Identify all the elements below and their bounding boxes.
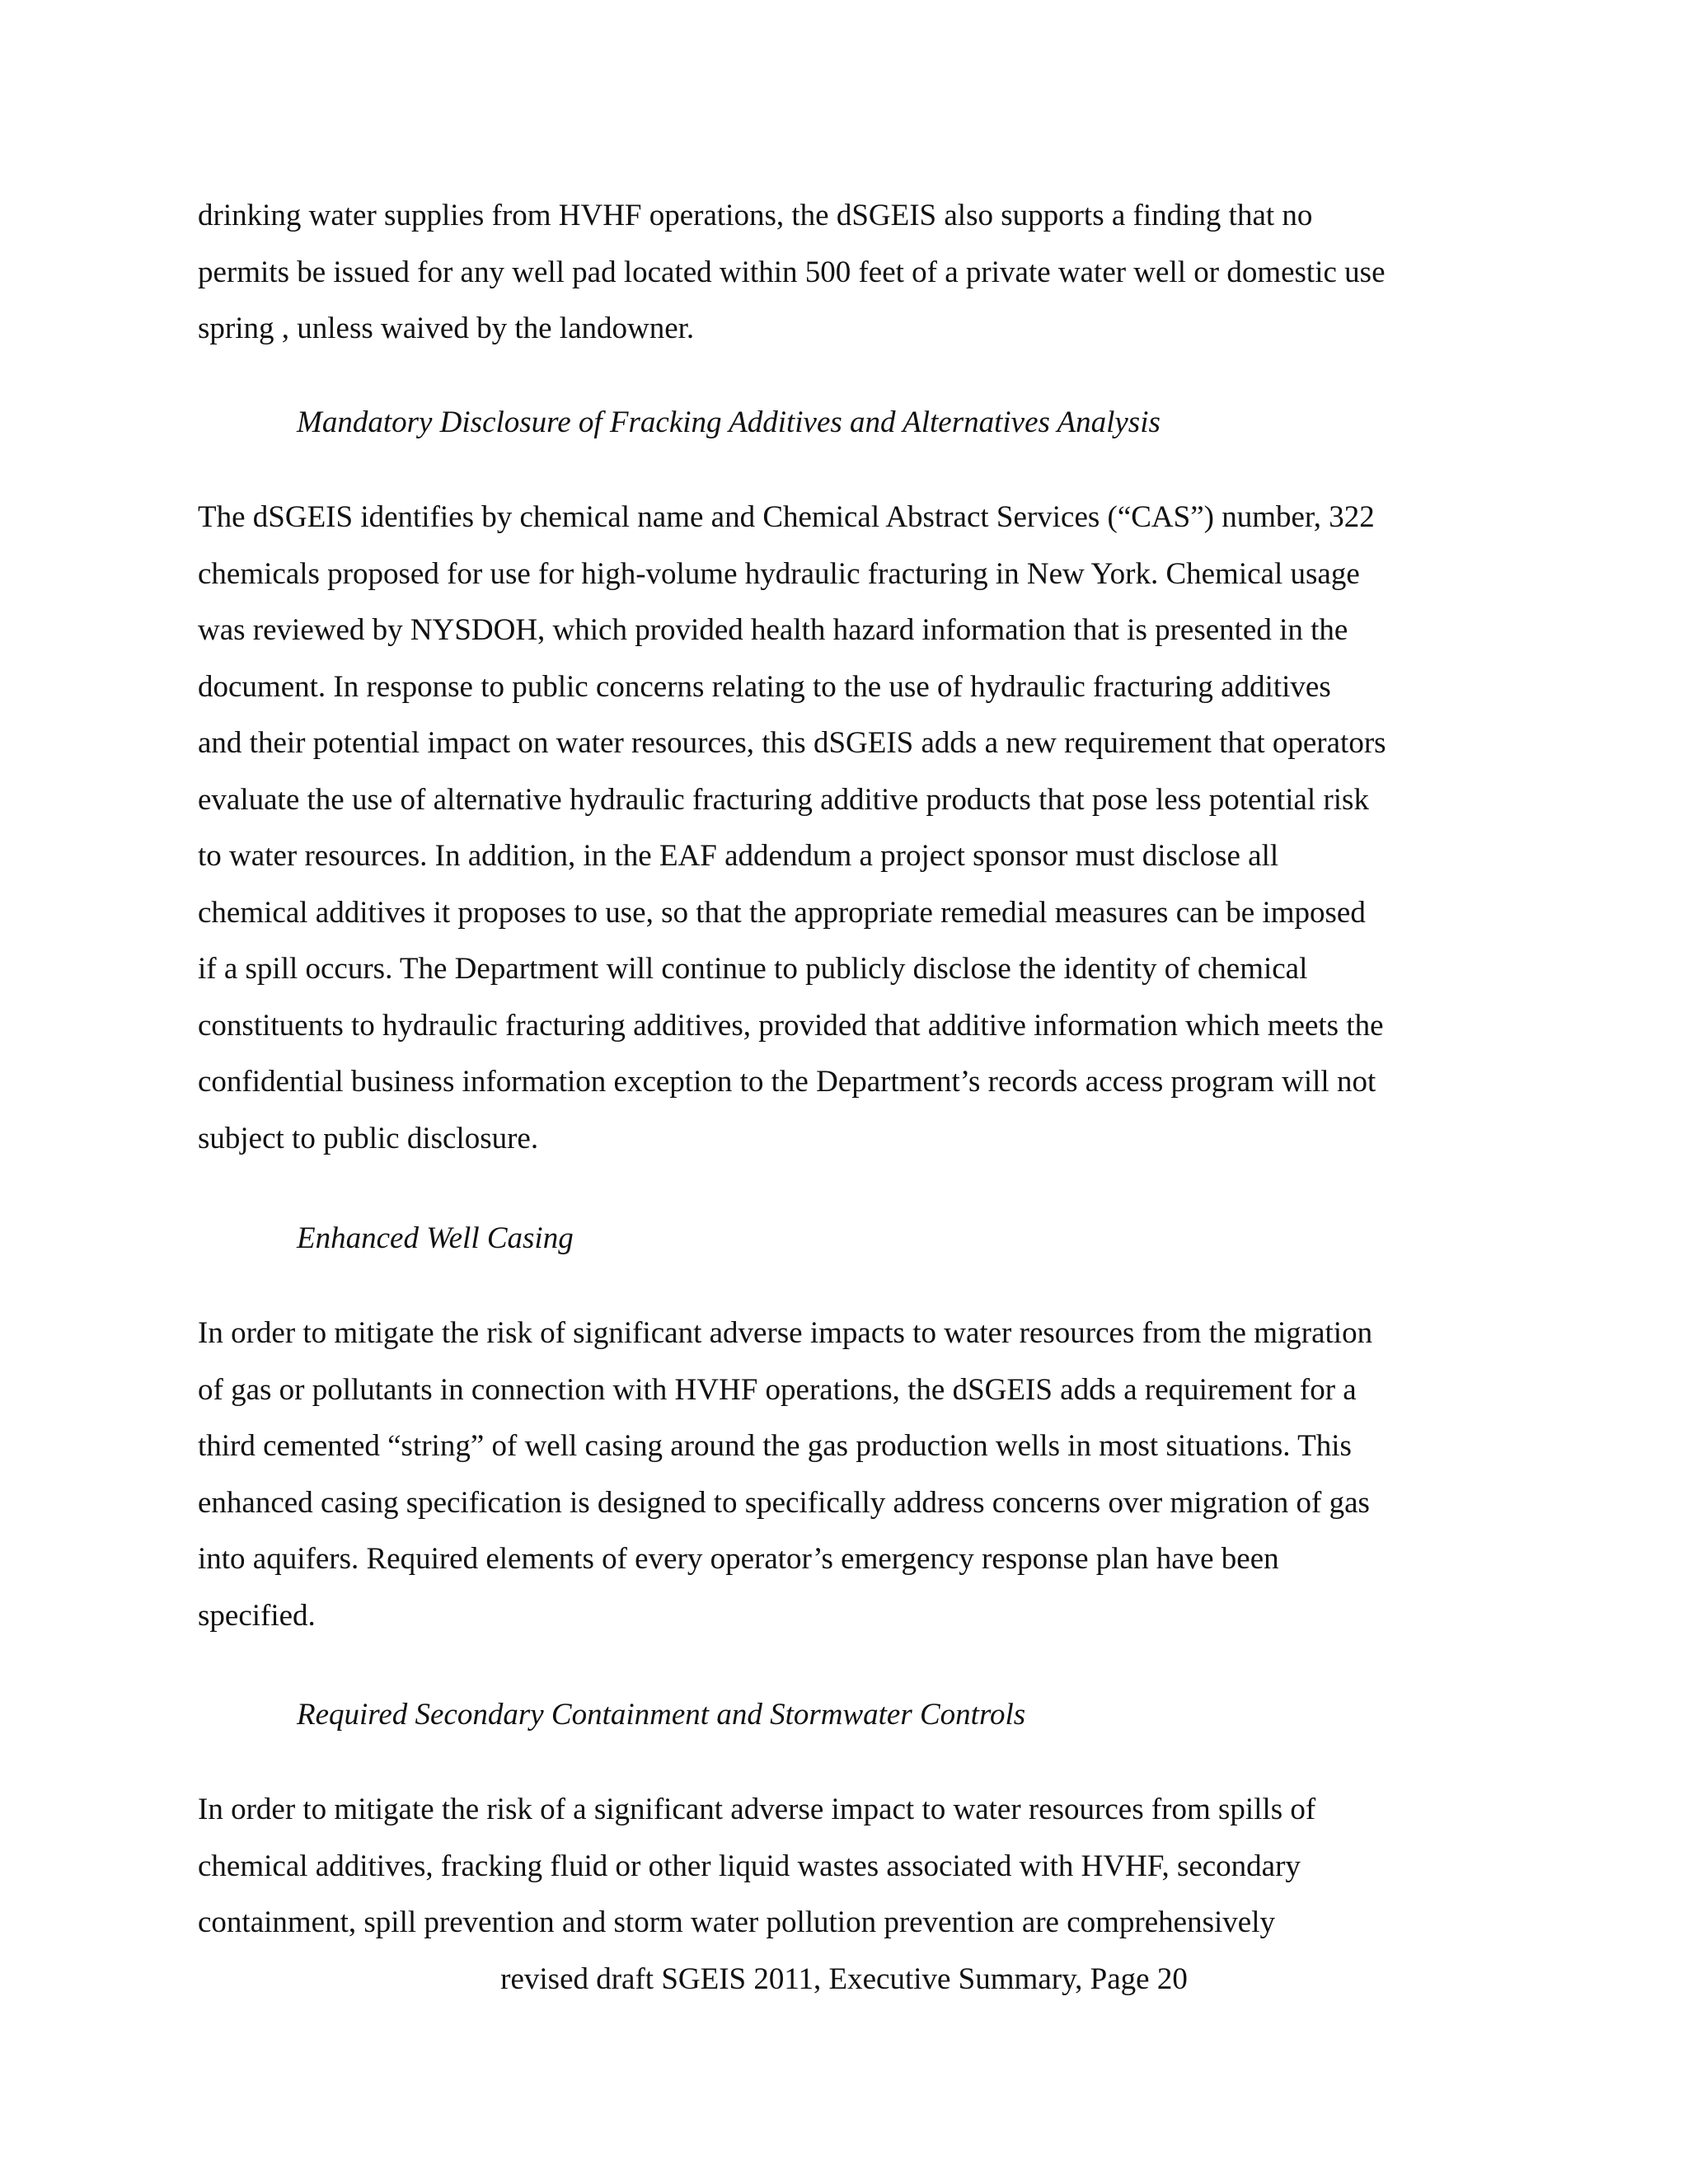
paragraph-line: In order to mitigate the risk of a significant adverse impact to water resources from spills of [198, 1793, 1316, 1826]
section-heading-well-casing: Enhanced Well Casing [297, 1221, 574, 1255]
paragraph-line: chemical additives it proposes to use, so that the appropriate remedial measures can be imposed [198, 895, 1366, 930]
page-footer: revised draft SGEIS 2011, Executive Summary, Page 20 [500, 1962, 1188, 1996]
paragraph-line: of gas or pollutants in connection with HVHF operations, the dSGEIS adds a requirement for a [198, 1372, 1357, 1407]
section-heading-disclosure: Mandatory Disclosure of Fracking Additives and Alternatives Analysis [297, 405, 1160, 439]
paragraph-line: to water resources. In addition, in the EAF addendum a project sponsor must disclose all [198, 839, 1279, 873]
paragraph-line: chemicals proposed for use for high-volume hydraulic fracturing in New York. Chemical usage [198, 556, 1360, 591]
paragraph-line: The dSGEIS identifies by chemical name and Chemical Abstract Services (“CAS”) number, 322 [198, 500, 1375, 534]
paragraph-line: enhanced casing specification is designed to specifically address concerns over migration of gas [198, 1485, 1370, 1520]
paragraph-line: confidential business information exception to the Department’s records access program will not [198, 1065, 1376, 1099]
paragraph-line: drinking water supplies from HVHF operations, the dSGEIS also supports a finding that no [198, 199, 1313, 232]
paragraph-disclosure [198, 490, 1508, 1167]
paragraph-line: In order to mitigate the risk of significant adverse impacts to water resources from the migration [198, 1316, 1373, 1350]
section-heading-containment: Required Secondary Containment and Stormwater Controls [297, 1698, 1026, 1732]
paragraph-line: permits be issued for any well pad located within 500 feet of a private water well or domestic use [198, 255, 1386, 289]
paragraph-line: spring , unless waived by the landowner. [198, 312, 695, 345]
paragraph-line: chemical additives, fracking fluid or other liquid wastes associated with HVHF, secondary [198, 1849, 1301, 1883]
paragraph-line: and their potential impact on water resources, this dSGEIS adds a new requirement that operators [198, 726, 1386, 760]
paragraph-line: subject to public disclosure. [198, 1121, 539, 1155]
paragraph-line: into aquifers. Required elements of every operator’s emergency response plan have been [198, 1542, 1279, 1576]
paragraph-water-supplies [198, 188, 1508, 358]
paragraph-line: document. In response to public concerns relating to the use of hydraulic fracturing additives [198, 669, 1331, 704]
paragraph-well-casing [198, 1305, 1508, 1644]
paragraph-line: constituents to hydraulic fracturing additives, provided that additive information which meets the [198, 1008, 1384, 1043]
paragraph-line: if a spill occurs. The Department will continue to publicly disclose the identity of chemical [198, 952, 1308, 986]
paragraph-line: specified. [198, 1598, 316, 1633]
paragraph-line: was reviewed by NYSDOH, which provided health hazard information that is presented in the [198, 613, 1348, 647]
paragraph-containment [198, 1782, 1508, 1952]
paragraph-line: third cemented “string” of well casing around the gas production wells in most situations. This [198, 1429, 1352, 1463]
paragraph-line: evaluate the use of alternative hydraulic fracturing additive products that pose less potential risk [198, 782, 1369, 817]
paragraph-line: containment, spill prevention and storm water pollution prevention are comprehensively [198, 1905, 1275, 1939]
